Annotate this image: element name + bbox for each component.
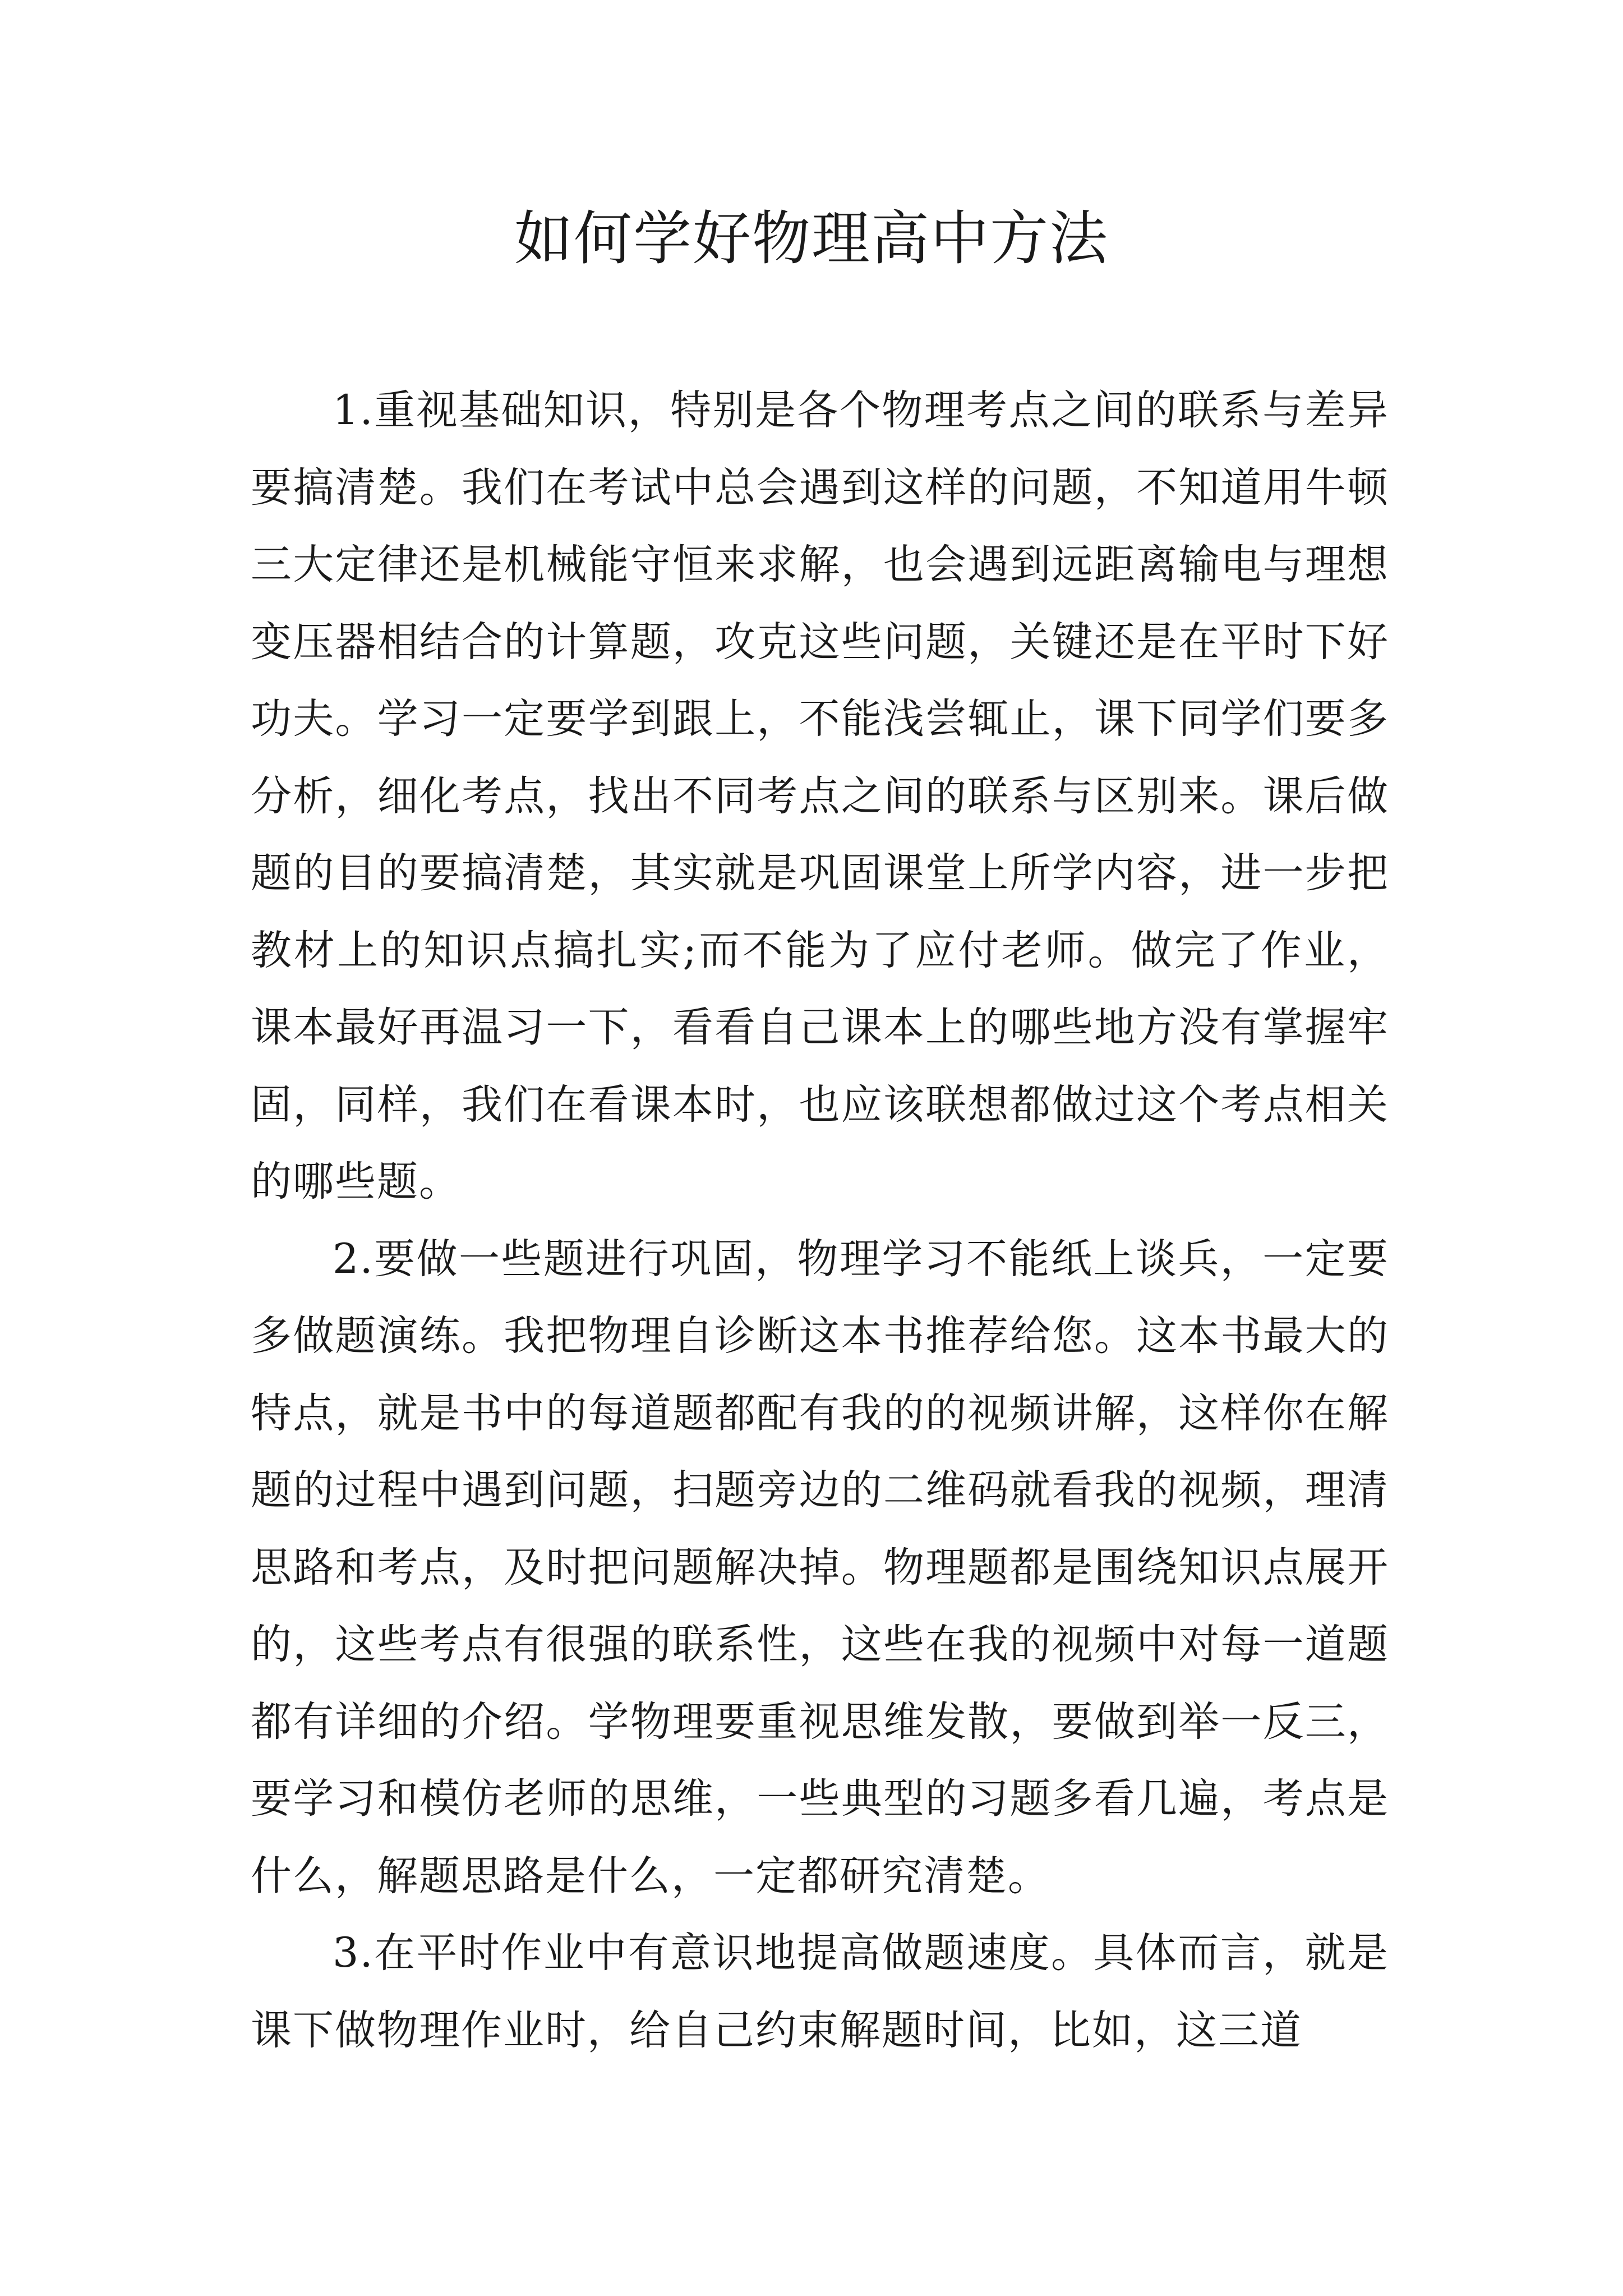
document-title: 如何学好物理高中方法 [514,204,1109,273]
paragraph-2: 2.要做一些题进行巩固，物理学习不能纸上谈兵，一定要多做题演练。我把物理自诊断这本书推荐给您。这本书最大的特点，就是书中的每道题都配有我的的视频讲解，这样你在解题的过程中遇到问题，扫题旁边的二维码就看我的视频，理清思路和考点，及时把问题解决掉。物理题都是围绕知识点展开的，这些考点有很强的联系性，这些在我的视频中对每一道题都有详细的介绍。学物理要重视思维发散，要做到举一反三，要学习和模仿老师的思维，一些典型的习题多看几遍，考点是什么，解题思路是什么，一定都研究清楚。 [251,1235,1389,1900]
document-body [251,372,1389,2069]
paragraph-3: 3.在平时作业中有意识地提高做题速度。具体而言，就是课下做物理作业时，给自己约束解题时间，比如，这三道 [251,1929,1389,2054]
paragraph-1: 1.重视基础知识，特别是各个物理考点之间的联系与差异要搞清楚。我们在考试中总会遇到这样的问题，不知道用牛顿三大定律还是机械能守恒来求解，也会遇到远距离输电与理想变压器相结合的计算题，攻克这些问题，关键还是在平时下好功夫。学习一定要学到跟上，不能浅尝辄止，课下同学们要多分析，细化考点，找出不同考点之间的联系与区别来。课后做题的目的要搞清楚，其实就是巩固课堂上所学内容，进一步把教材上的知识点搞扎实;而不能为了应付老师。做完了作业，课本最好再温习一下，看看自己课本上的哪些地方没有掌握牢固，同样，我们在看课本时，也应该联想都做过这个考点相关的哪些题。 [251,386,1389,1205]
